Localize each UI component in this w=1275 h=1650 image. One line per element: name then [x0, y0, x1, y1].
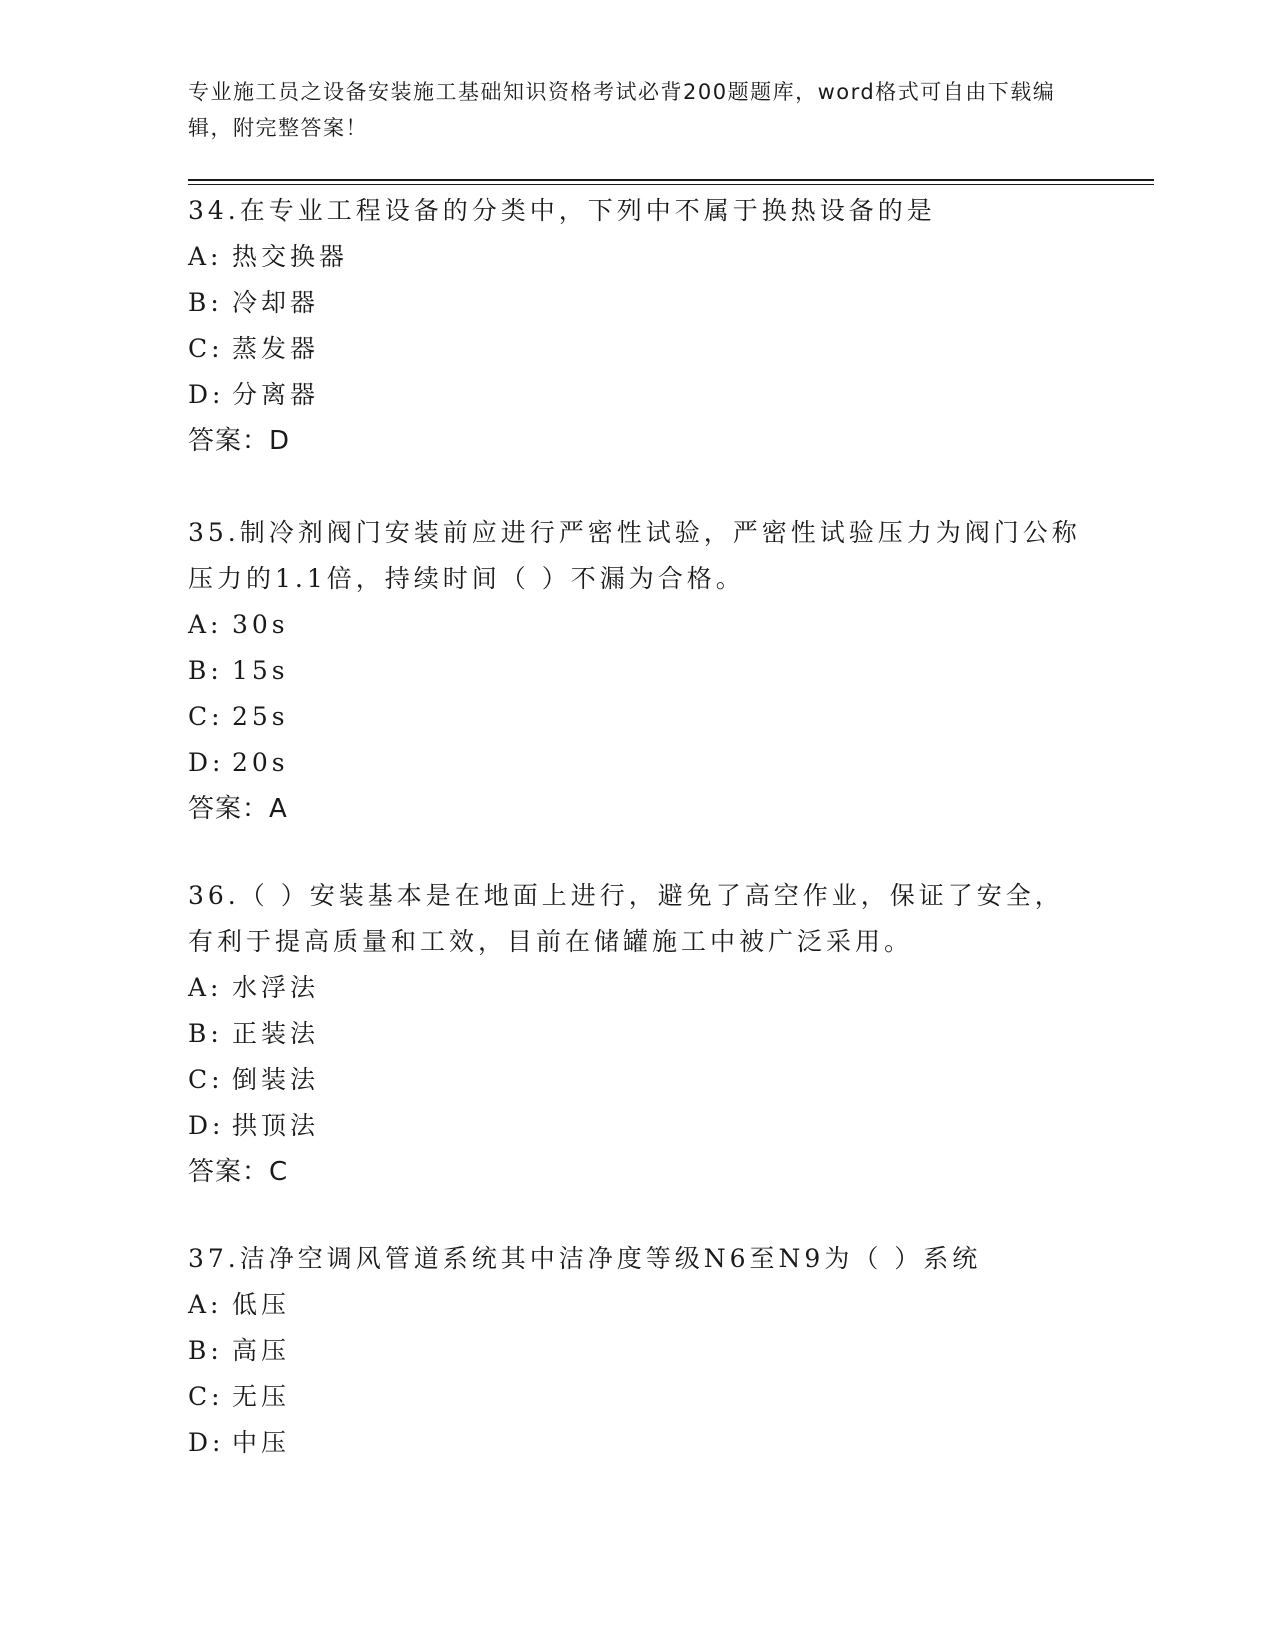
option-c — [188, 326, 1088, 372]
option-text: 拱顶法 — [232, 1111, 320, 1140]
option-b — [188, 1328, 1088, 1374]
option-d — [188, 740, 1088, 786]
option-c — [188, 1374, 1088, 1420]
option-d — [188, 1103, 1088, 1149]
option-letter: A: — [188, 973, 223, 1002]
option-letter: B: — [188, 1336, 223, 1365]
option-letter: B: — [188, 656, 223, 685]
question-37 — [188, 1236, 1088, 1466]
question-text: 37.洁净空调风管道系统其中洁净度等级N6至N9为（ ）系统 — [188, 1244, 982, 1273]
option-text: 正装法 — [232, 1019, 320, 1048]
option-text: 15s — [232, 656, 289, 685]
option-text: 分离器 — [232, 380, 320, 409]
question-text: 35.制冷剂阀门安装前应进行严密性试验，严密性试验压力为阀门公称压力的1.1倍，持续时间（ ）不漏为合格。 — [188, 518, 1081, 593]
option-letter: C: — [188, 702, 224, 731]
option-text: 低压 — [232, 1290, 291, 1319]
option-letter: D: — [188, 748, 225, 777]
option-letter: B: — [188, 288, 223, 317]
answer-line: 答案：A — [188, 794, 288, 824]
option-text: 冷却器 — [232, 288, 320, 317]
option-text: 高压 — [232, 1336, 291, 1365]
option-text: 热交换器 — [232, 242, 349, 271]
option-text: 水浮法 — [232, 973, 320, 1002]
option-letter: C: — [188, 334, 224, 363]
option-text: 蒸发器 — [232, 334, 320, 363]
option-letter: D: — [188, 1428, 225, 1457]
option-text: 30s — [232, 610, 289, 639]
header-divider-thick — [188, 179, 1154, 181]
option-a — [188, 234, 1088, 280]
option-letter: D: — [188, 1111, 225, 1140]
question-36 — [188, 873, 1088, 1195]
option-text: 中压 — [232, 1428, 291, 1457]
option-letter: C: — [188, 1382, 224, 1411]
option-b — [188, 1011, 1088, 1057]
question-35 — [188, 510, 1088, 832]
option-letter: B: — [188, 1019, 223, 1048]
question-text: 36.（ ）安装基本是在地面上进行，避免了高空作业，保证了安全，有利于提高质量和工效，目前在储罐施工中被广泛采用。 — [188, 881, 1064, 956]
option-d — [188, 372, 1088, 418]
option-text: 20s — [232, 748, 289, 777]
question-34 — [188, 188, 1088, 464]
option-a — [188, 602, 1088, 648]
option-b — [188, 280, 1088, 326]
option-text: 25s — [232, 702, 289, 731]
option-a — [188, 1282, 1088, 1328]
option-text: 无压 — [232, 1382, 291, 1411]
option-text: 倒装法 — [232, 1065, 320, 1094]
answer-line: 答案：D — [188, 426, 291, 456]
option-b — [188, 648, 1088, 694]
option-c — [188, 694, 1088, 740]
option-d — [188, 1420, 1088, 1466]
option-c — [188, 1057, 1088, 1103]
option-letter: D: — [188, 380, 225, 409]
option-letter: C: — [188, 1065, 224, 1094]
option-letter: A: — [188, 1290, 223, 1319]
option-letter: A: — [188, 242, 223, 271]
option-a — [188, 965, 1088, 1011]
document-header: 专业施工员之设备安装施工基础知识资格考试必背200题题库，word格式可自由下载编辑，附完整答案！ — [188, 80, 1056, 140]
answer-line: 答案：C — [188, 1157, 289, 1187]
question-text: 34.在专业工程设备的分类中，下列中不属于换热设备的是 — [188, 196, 936, 225]
option-letter: A: — [188, 610, 223, 639]
header-divider-thin — [188, 184, 1154, 185]
